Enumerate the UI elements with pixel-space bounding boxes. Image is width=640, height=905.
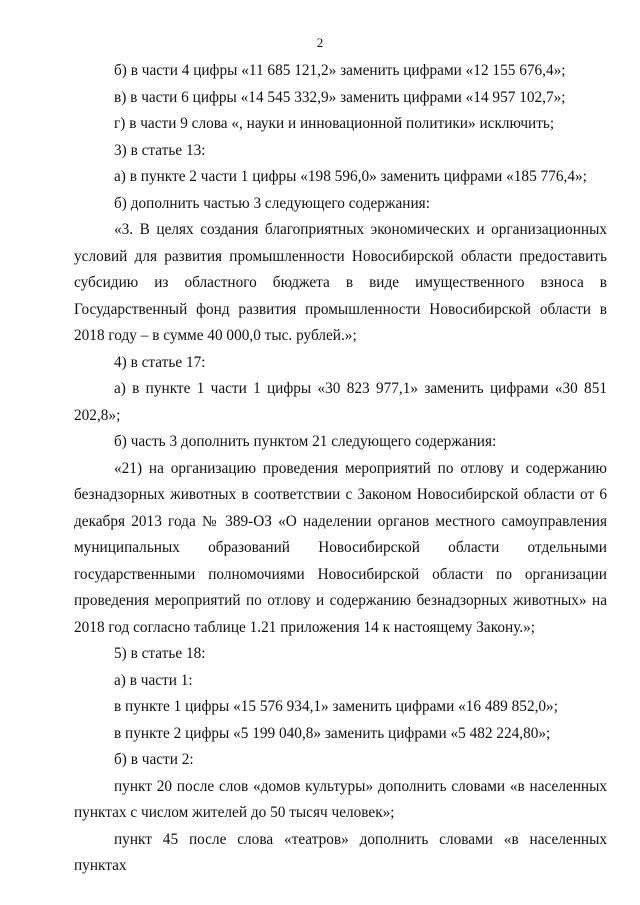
paragraph-article13-heading: 3) в статье 13: (114, 141, 206, 159)
paragraph-article18-part2: б) в части 2: (114, 751, 194, 768)
paragraph-article17-b: б) часть 3 дополнить пунктом 21 следующего содержания: (114, 433, 497, 450)
paragraph-article18-item45: пункт 45 после слова «театров» дополнить словами «в населенных пунктах (74, 830, 607, 874)
document-body (74, 58, 607, 880)
page-number: 2 (316, 35, 324, 50)
paragraph-amend-part6: в) в части 6 цифры «14 545 332,9» заменить цифрами «14 957 102,7»; (114, 88, 566, 106)
paragraph-article18-item1: в пункте 1 цифры «15 576 934,1» заменить цифрами «16 489 852,0»; (114, 698, 558, 715)
paragraph-article18-item2: в пункте 2 цифры «5 199 040,8» заменить цифрами «5 482 224,80»; (114, 724, 551, 742)
paragraph-article18-part1: а) в части 1: (114, 671, 193, 689)
paragraph-article13-part3-text: «3. В целях создания благоприятных экономических и организационных условий для развития промышленности Новосибирской области предоставить субсидию из областного бюджета в виде имущественного взноса в Государственный фонд развития промышленности Новосибирской области в 2018 году – в сумме 40 000,0 тыс. рублей.»; (74, 221, 607, 344)
paragraph-article13-a: а) в пункте 2 части 1 цифры «198 596,0» заменить цифрами «185 776,4»; (114, 168, 587, 185)
paragraph-article18-heading: 5) в статье 18: (114, 645, 206, 662)
paragraph-amend-part9: г) в части 9 слова «, науки и инновационной политики» исключить; (114, 115, 555, 132)
paragraph-article17-a: а) в пункте 1 части 1 цифры «30 823 977,1» заменить цифрами «30 851 202,8»; (74, 380, 607, 424)
paragraph-article18-item20: пункт 20 после слов «домов культуры» дополнить словами «в населенных пунктах с числом жителей до 50 тысяч человек»; (74, 777, 607, 821)
paragraph-article17-item21-text: «21) на организацию проведения мероприятий по отлову и содержанию безнадзорных животных в соответствии с Законом Новосибирской области от 6 декабря 2013 года № 389-ОЗ «О наделении органов местного самоуправления муниципальных образований Новосибирской области отдельными государственными полномочиями Новосибирской области по организации проведения мероприятий по отлову и содержанию безнадзорных животных» на 2018 год согласно таблице 1.21 приложения 14 к настоящему Закону.»; (74, 459, 607, 636)
paragraph-amend-part4: б) в части 4 цифры «11 685 121,2» заменить цифрами «12 155 676,4»; (114, 62, 566, 79)
paragraph-article13-b: б) дополнить частью 3 следующего содержания: (114, 194, 430, 212)
paragraph-article17-heading: 4) в статье 17: (114, 353, 206, 371)
